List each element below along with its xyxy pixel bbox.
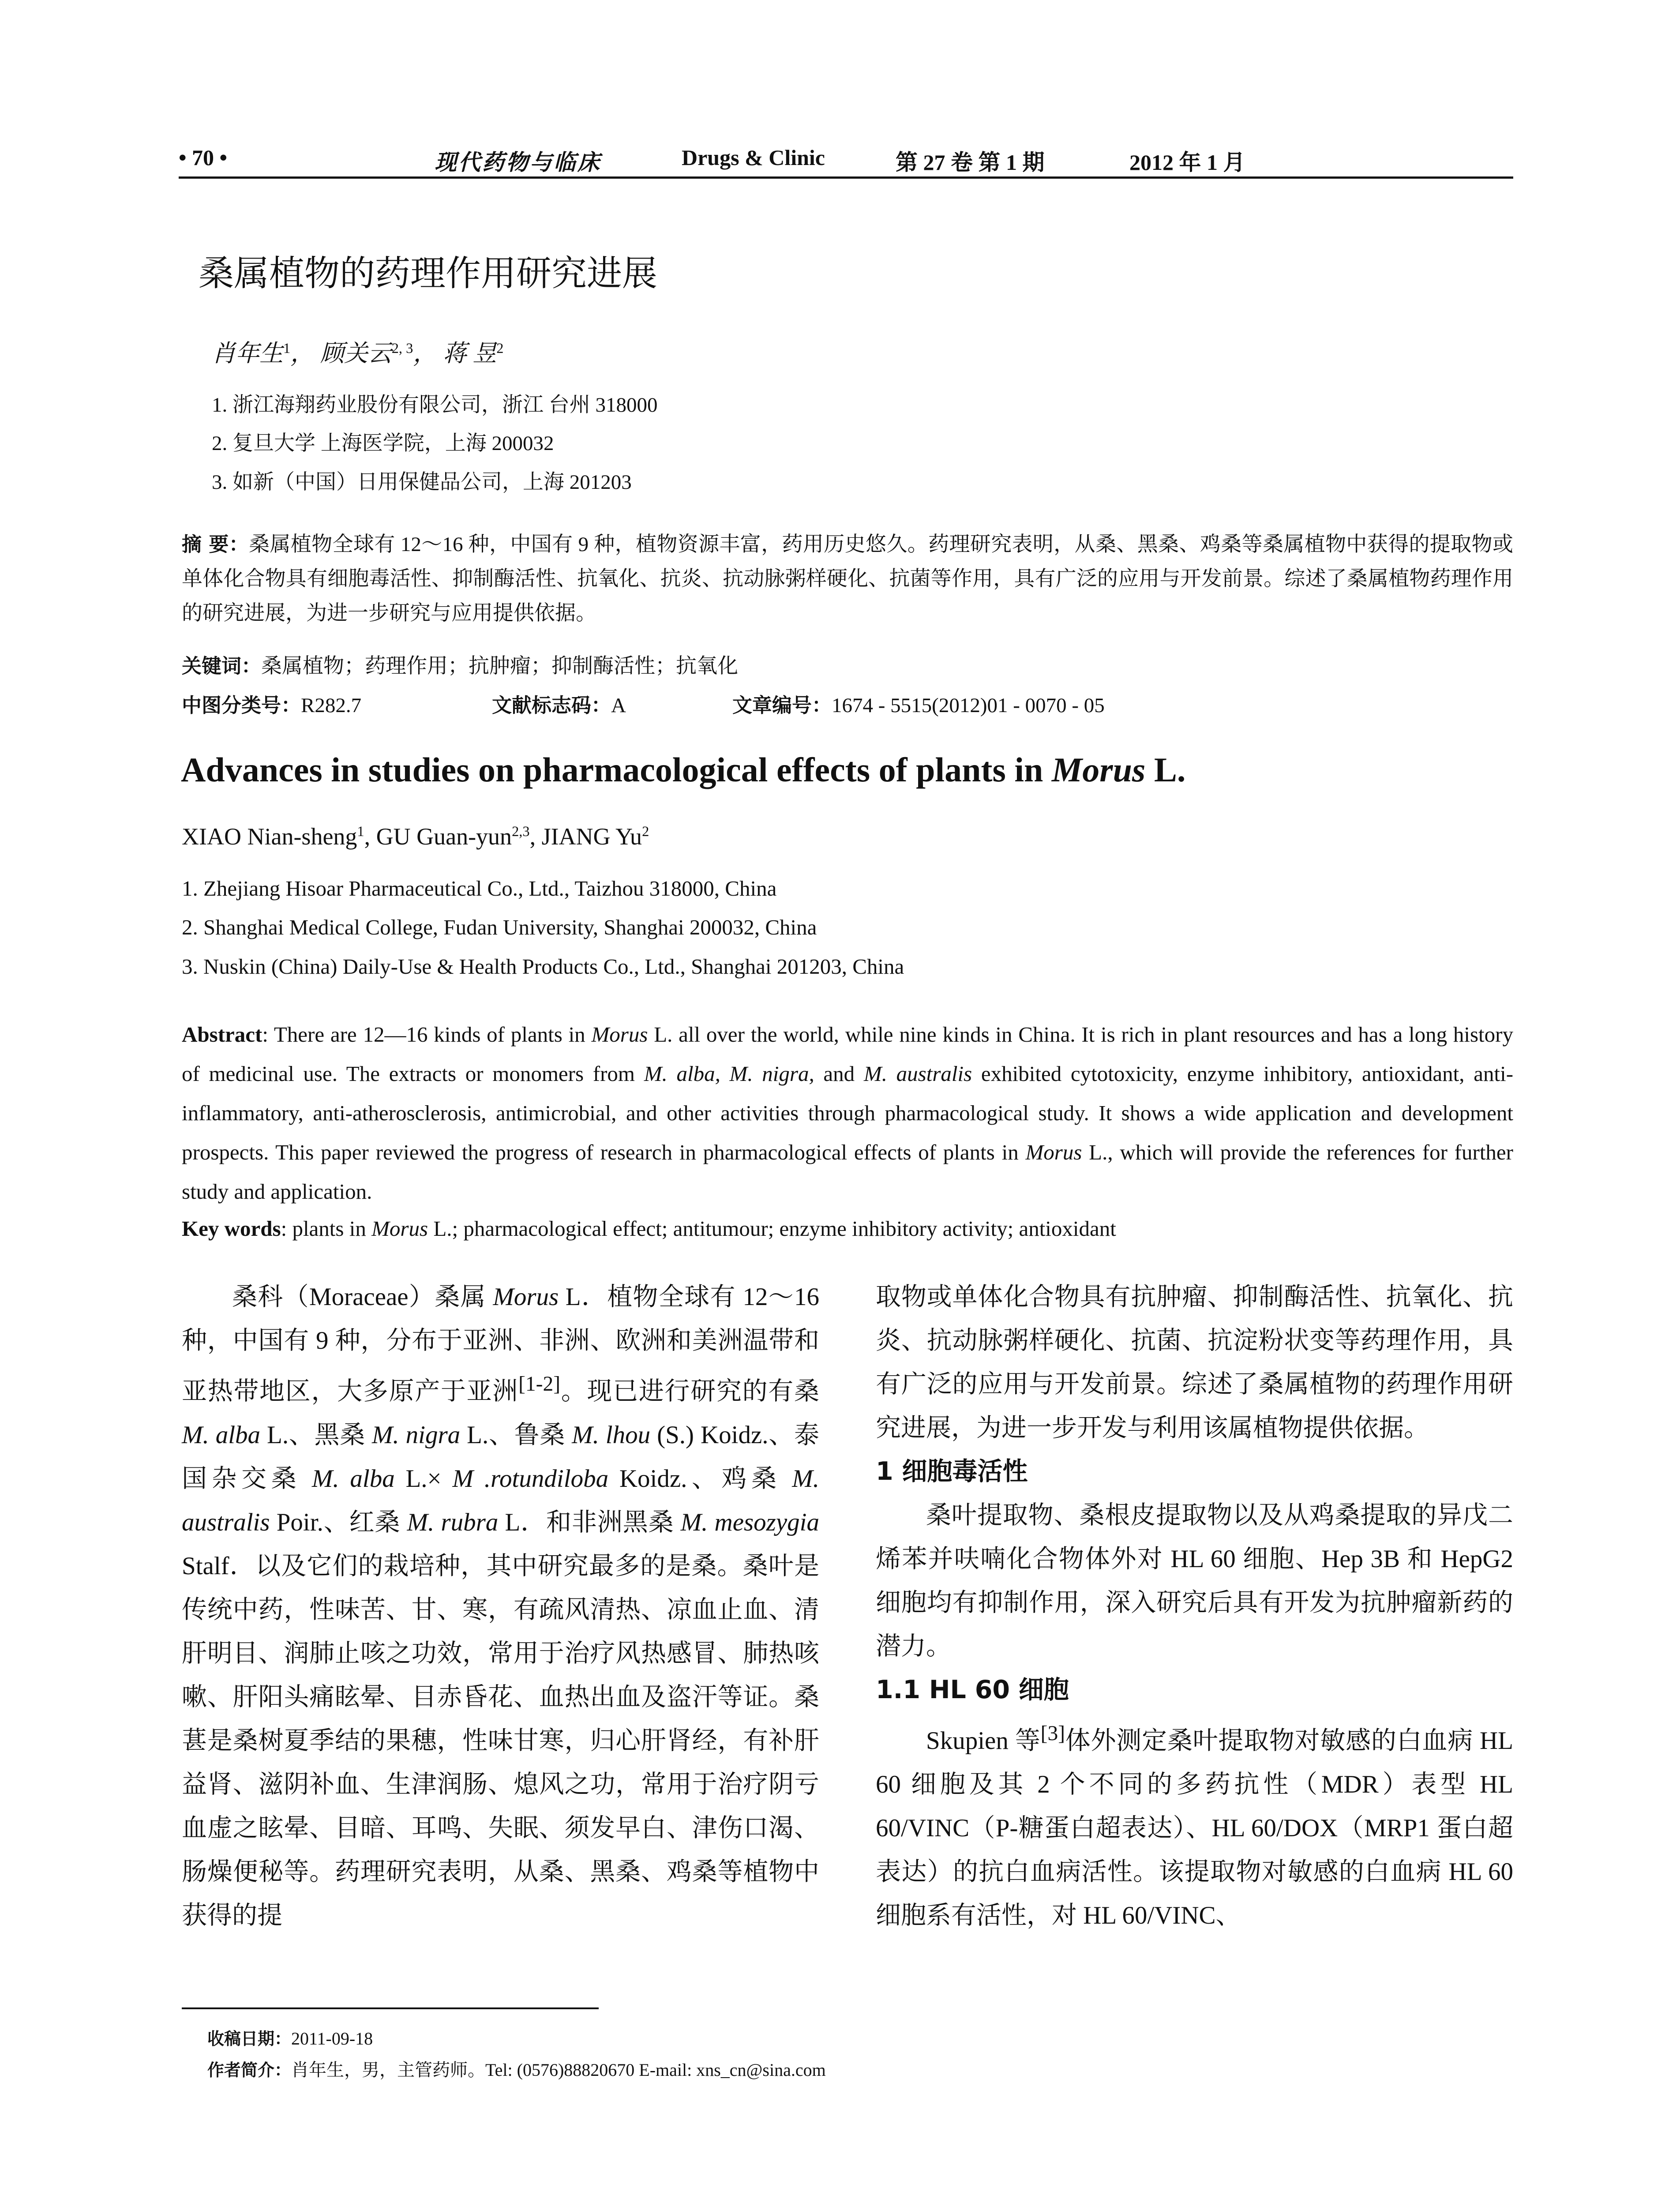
clc-label: 中图分类号： bbox=[182, 694, 301, 717]
body-text: (S.) Koidz.、泰国杂交桑 bbox=[182, 1421, 819, 1493]
body-text: Stalf．以及它们的栽培种，其中研究最多的是桑。桑叶是传统中药，性味苦、甘、寒，有疏风清热、凉血止血、清肝明目、润肺止咳之功效，常用于治疗风热感冒、肺热咳嗽、肝阳头痛眩晕、目赤昏花、血热出血及盗汗等证。桑葚是桑树夏季结的果穗，性味甘寒，归心肝肾经，有补肝益肾、滋阴补血、生津润肠、熄风之功，常用于治疗阴亏血虚之眩晕、目暗、耳鸣、失眠、须发早白、津伤口渴、肠燥便秘等。药理研究表明，从桑、黑桑、鸡桑等植物中获得的提 bbox=[182, 1552, 819, 1929]
section-heading-1-1: 1.1 HL 60 细胞 bbox=[876, 1675, 1069, 1704]
body-paragraph: 取物或单体化合物具有抗肿瘤、抑制酶活性、抗氧化、抗炎、抗动脉粥样硬化、抗菌、抗淀粉状变等药理作用，具有广泛的应用与开发前景。综述了桑属植物的药理作用研究进展，为进一步开发与利用该属植物提供依据。 bbox=[876, 1283, 1513, 1442]
species-name: M. lhou bbox=[572, 1421, 651, 1449]
species-name: M. alba bbox=[311, 1465, 395, 1493]
keywords-en-text: : plants in bbox=[281, 1216, 372, 1241]
abstract-en-text: exhibited cytotoxicity, enzyme inhibitory, antioxidant, anti-inflammatory, anti-atherosclerosis, antimicrobial, and other activities through pharmacological study. It shows a wide application and development prospects. This paper reviewed the progress of research in pharmacological effects of plants in bbox=[182, 1062, 1514, 1164]
journal-volume: 第 27 卷 第 1 期 bbox=[896, 150, 1045, 175]
abstract-en-text: and bbox=[814, 1062, 864, 1086]
author-separator: , bbox=[364, 823, 376, 850]
body-column-right bbox=[876, 1275, 1513, 1937]
affiliation-en-3: 3. Nuskin (China) Daily-Use & Health Products Co., Ltd., Shanghai 201203, China bbox=[182, 954, 904, 979]
article-number-value: 1674 - 5515(2012)01 - 0070 - 05 bbox=[832, 694, 1105, 717]
authors-cn bbox=[212, 334, 504, 368]
body-text: Skupien 等 bbox=[926, 1727, 1041, 1755]
author-name: 蒋 昱 bbox=[442, 340, 497, 367]
authors-en bbox=[182, 823, 649, 850]
document-code bbox=[492, 689, 626, 718]
abstract-cn bbox=[182, 527, 1513, 630]
body-text: L.、鲁桑 bbox=[460, 1421, 572, 1449]
abstract-en-label: Abstract bbox=[182, 1022, 262, 1047]
document-code-label: 文献标志码： bbox=[492, 694, 611, 717]
species-name: M. australis bbox=[182, 1465, 819, 1536]
keywords-en bbox=[182, 1209, 1513, 1248]
author-separator: ， bbox=[413, 340, 437, 367]
body-text: L.、黑桑 bbox=[260, 1421, 372, 1449]
affiliation-en-2: 2. Shanghai Medical College, Fudan University, Shanghai 200032, China bbox=[182, 915, 817, 939]
abstract-en-text: L., which will provide the references for further study and application. bbox=[182, 1140, 1513, 1204]
document-code-value: A bbox=[611, 694, 626, 717]
body-paragraph bbox=[182, 1275, 819, 1937]
footnote-label: 收稿日期： bbox=[207, 2029, 292, 2048]
author-name: 顾关云 bbox=[320, 340, 392, 367]
journal-name-cn: 现代药物与临床 bbox=[435, 150, 601, 175]
affiliation-cn-3: 3. 如新（中国）日用保健品公司，上海 201203 bbox=[212, 471, 632, 494]
title-en-genus: Morus bbox=[1051, 750, 1146, 789]
author-separator: ， bbox=[290, 340, 315, 367]
body-text: 。现已进行研究的有桑 bbox=[560, 1377, 820, 1405]
species-name: M. mesozygia bbox=[680, 1508, 819, 1536]
keywords-cn-label: 关键词： bbox=[182, 654, 262, 678]
abstract-cn-text: 桑属植物全球有 12～16 种，中国有 9 种，植物资源丰富，药用历史悠久。药理研究表明，从桑、黑桑、鸡桑等桑属植物中获得的提取物或单体化合物具有细胞毒活性、抑制酶活性、抗氧化、抗炎、抗动脉粥样硬化、抗菌等作用，具有广泛的应用与开发前景。综述了桑属植物药理作用的研究进展，为进一步研究与应用提供依据。 bbox=[182, 533, 1513, 625]
footnote-author bbox=[207, 2056, 826, 2081]
keywords-cn-text: 桑属植物；药理作用；抗肿瘤；抑制酶活性；抗氧化 bbox=[261, 655, 739, 678]
author-affil-mark: 2 bbox=[642, 824, 649, 840]
page-number: • 70 • bbox=[179, 145, 228, 170]
section-heading-1: 1 细胞毒活性 bbox=[876, 1457, 1028, 1486]
species-name: M. alba bbox=[182, 1421, 261, 1449]
citation-ref: [1-2] bbox=[518, 1373, 561, 1396]
body-text: 体外测定桑叶提取物对敏感的白血病 HL 60 细胞及其 2 个不同的多药抗性（MDR）表型 HL 60/VINC（P-糖蛋白超表达）、HL 60/DOX（MRP1 蛋白超表达）的抗白血病活性。该提取物对敏感的白血病 HL 60 细胞系有活性，对 HL 60/VINC、 bbox=[876, 1727, 1513, 1929]
author-name: JIANG Yu bbox=[541, 823, 642, 850]
clc-number bbox=[182, 689, 361, 718]
abstract-en bbox=[182, 1015, 1513, 1211]
body-paragraph bbox=[876, 1712, 1513, 1937]
author-affil-mark: 1 bbox=[283, 341, 291, 356]
journal-date: 2012 年 1 月 bbox=[1129, 150, 1245, 175]
body-text: L.× bbox=[394, 1465, 453, 1493]
article-number bbox=[732, 689, 1105, 718]
affiliation-en-1: 1. Zhejiang Hisoar Pharmaceutical Co., Ltd., Taizhou 318000, China bbox=[182, 876, 777, 900]
keywords-cn bbox=[182, 649, 1513, 683]
author-affil-mark: 2, 3 bbox=[391, 341, 413, 356]
body-column-left bbox=[182, 1275, 819, 1937]
header-divider bbox=[179, 176, 1513, 179]
author-affil-mark: 2 bbox=[496, 341, 504, 356]
citation-ref: [3] bbox=[1040, 1722, 1065, 1745]
abstract-en-italic: M. alba, M. nigra, bbox=[644, 1062, 814, 1086]
title-cn: 桑属植物的药理作用研究进展 bbox=[199, 253, 657, 294]
body-text: L．植物全球有 12～16 种，中国有 9 种，分布于亚洲、非洲、欧洲和美洲温带和亚热带地区，大多原产于亚洲 bbox=[182, 1283, 819, 1405]
author-name: GU Guan-yun bbox=[376, 823, 512, 850]
body-paragraph: 桑叶提取物、桑根皮提取物以及从鸡桑提取的异戊二烯苯并呋喃化合物体外对 HL 60 细胞、Hep 3B 和 HepG2 细胞均有抑制作用，深入研究后具有开发为抗肿瘤新药的潜力。 bbox=[876, 1501, 1513, 1660]
clc-value: R282.7 bbox=[301, 694, 362, 717]
author-name: XIAO Nian-sheng bbox=[182, 823, 357, 850]
footnote-value: 2011-09-18 bbox=[291, 2029, 373, 2048]
abstract-cn-label: 摘 要： bbox=[182, 533, 249, 556]
affiliation-cn-2: 2. 复旦大学 上海医学院，上海 200032 bbox=[212, 432, 554, 455]
species-name: M. nigra bbox=[371, 1421, 461, 1449]
article-number-label: 文章编号： bbox=[732, 694, 832, 717]
footnote-divider bbox=[182, 2007, 599, 2009]
abstract-en-italic: Morus bbox=[591, 1022, 648, 1047]
keywords-en-text: L.; pharmacological effect; antitumour; enzyme inhibitory activity; antioxidant bbox=[428, 1216, 1116, 1241]
author-affil-mark: 2,3 bbox=[512, 824, 530, 840]
keywords-en-italic: Morus bbox=[371, 1216, 428, 1241]
author-separator: , bbox=[529, 823, 542, 850]
journal-name-en: Drugs & Clinic bbox=[682, 145, 825, 170]
abstract-en-text: L. all over the world, while nine kinds in China. It is rich in plant resources and has a long history of medicinal use. The extracts or monomers from bbox=[182, 1022, 1513, 1086]
abstract-en-italic: Morus bbox=[1025, 1140, 1082, 1164]
running-header bbox=[179, 137, 1513, 181]
abstract-en-italic: M. australis bbox=[863, 1062, 972, 1086]
footnote-received bbox=[207, 2025, 373, 2049]
species-name: M. rubra bbox=[407, 1508, 499, 1536]
footnote-value: 肖年生，男，主管药师。Tel: (0576)88820670 E-mail: xns_cn@sina.com bbox=[291, 2060, 826, 2080]
species-name: Morus bbox=[493, 1283, 559, 1311]
body-text: 桑科（Moraceae）桑属 bbox=[232, 1283, 493, 1311]
abstract-en-text: : There are 12—16 kinds of plants in bbox=[262, 1022, 592, 1047]
species-name: M .rotundiloba bbox=[452, 1465, 609, 1493]
title-en-text: Advances in studies on pharmacological effects of plants in bbox=[181, 750, 1052, 789]
title-en-suffix: L. bbox=[1145, 750, 1186, 789]
body-text: Poir.、红桑 bbox=[270, 1508, 407, 1536]
affiliation-cn-1: 1. 浙江海翔药业股份有限公司，浙江 台州 318000 bbox=[212, 394, 658, 416]
title-en bbox=[181, 750, 1185, 790]
body-text: Koidz.、鸡桑 bbox=[608, 1465, 792, 1493]
keywords-en-label: Key words bbox=[182, 1216, 281, 1241]
footnote-label: 作者简介： bbox=[207, 2060, 292, 2080]
body-text: L．和非洲黑桑 bbox=[498, 1508, 681, 1536]
author-affil-mark: 1 bbox=[357, 824, 364, 840]
author-name: 肖年生 bbox=[212, 340, 283, 367]
